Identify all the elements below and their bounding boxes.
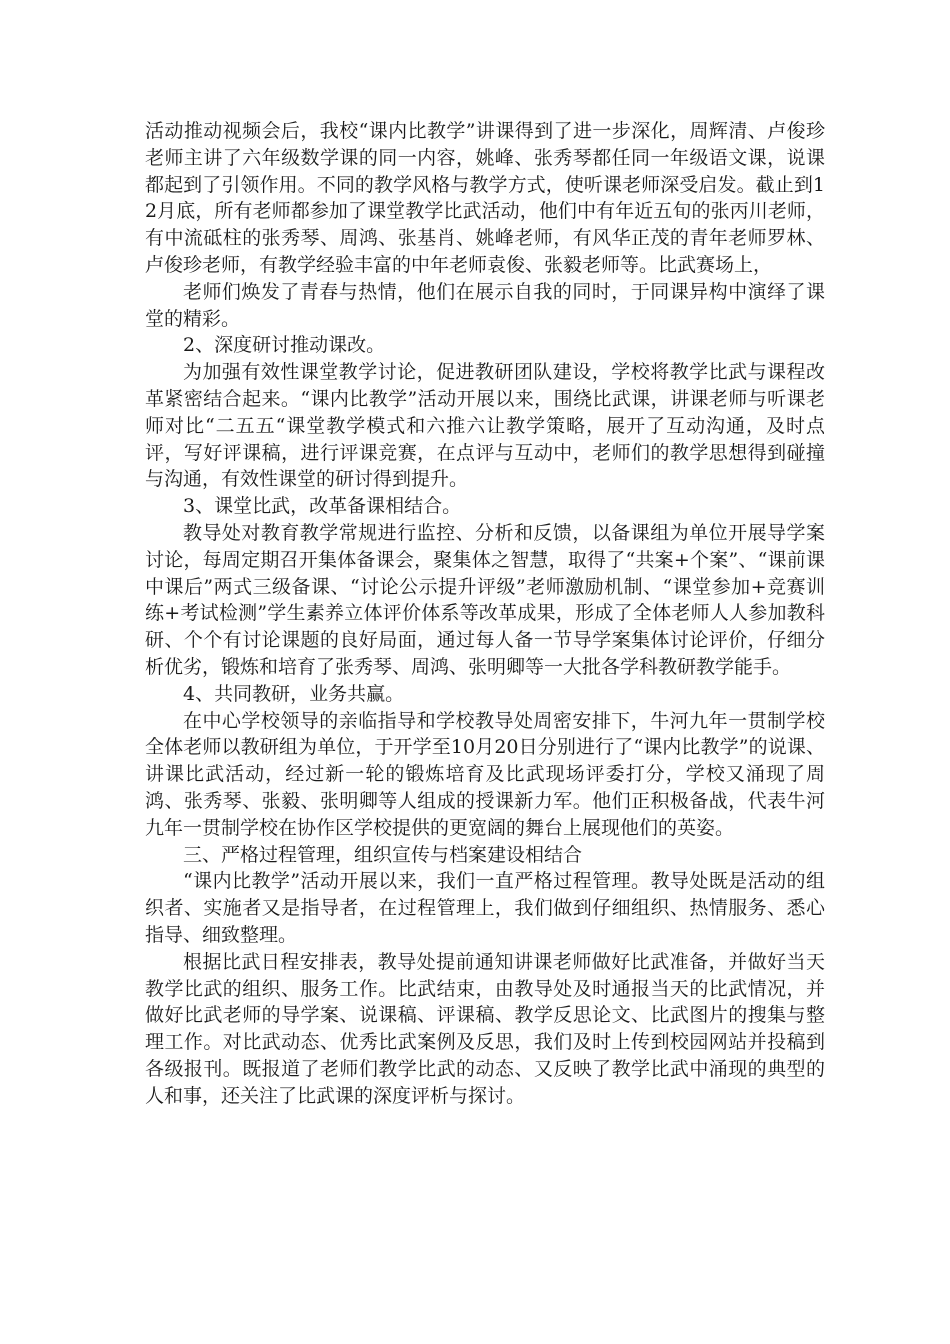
document-body — [145, 118, 825, 1109]
paragraph-2: 老师们焕发了青春与热情，他们在展示自我的同时，于同课异构中演绎了课堂的精彩。 — [145, 280, 825, 330]
paragraph-5: 在中心学校领导的亲临指导和学校教导处周密安排下，牛河九年一贯制学校全体老师以教研组为单位，于开学至10月20日分别进行了“课内比教学”的说课、讲课比武活动，经过新一轮的锻炼培育及比武现场评委打分，学校又涌现了周鸿、张秀琴、张毅、张明卿等人组成的授课新力军。他们正积极备战，代表牛河九年一贯制学校在协作区学校提供的更宽阔的舞台上展现他们的英姿。 — [145, 709, 825, 839]
section-heading-2: 2、深度研讨推动课改。 — [183, 334, 386, 357]
paragraph-7: 根据比武日程安排表，教导处提前通知讲课老师做好比武准备，并做好当天教学比武的组织、服务工作。比武结束，由教导处及时通报当天的比武情况，并做好比武老师的导学案、说课稿、评课稿、教学反思论文、比武图片的搜集与整理工作。对比武动态、优秀比武案例及反思，我们及时上传到校园网站并投稿到各级报刊。既报道了老师们教学比武的动态、又反映了教学比武中涌现的典型的人和事，还关注了比武课的深度评析与探讨。 — [145, 950, 825, 1107]
paragraph-3: 为加强有效性课堂教学讨论，促进教研团队建设，学校将教学比武与课程改革紧密结合起来。“课内比教学”活动开展以来，围绕比武课，讲课老师与听课老师对比“二五五“课堂教学模式和六推六让教学策略，展开了互动沟通，及时点评，写好评课稿，进行评课竞赛，在点评与互动中，老师们的教学思想得到碰撞与沟通，有效性课堂的研讨得到提升。 — [145, 361, 825, 491]
section-heading-three: 三、严格过程管理，组织宣传与档案建设相结合 — [183, 843, 583, 866]
section-heading-3: 3、课堂比武，改革备课相结合。 — [183, 495, 462, 518]
section-heading-4: 4、共同教研，业务共赢。 — [183, 682, 405, 705]
paragraph-6: “课内比教学”活动开展以来，我们一直严格过程管理。教导处既是活动的组织者、实施者又是指导者，在过程管理上，我们做到仔细组织、热情服务、悉心指导、细致整理。 — [145, 870, 825, 946]
paragraph-4: 教导处对教育教学常规进行监控、分析和反馈，以备课组为单位开展导学案讨论，每周定期召开集体备课会，聚集体之智慧，取得了“共案+个案”、“课前课中课后”两式三级备课、“讨论公示提升评级”老师激励机制、“课堂参加+竞赛训练+考试检测”学生素养立体评价体系等改革成果，形成了全体老师人人参加教科研、个个有讨论课题的良好局面，通过每人备一节导学案集体讨论评价，仔细分析优劣，锻炼和培育了张秀琴、周鸿、张明卿等一大批各学科教研教学能手。 — [145, 521, 825, 678]
paragraph-1: 活动推动视频会后，我校“课内比教学”讲课得到了进一步深化，周辉清、卢俊珍老师主讲了六年级数学课的同一内容，姚峰、张秀琴都任同一年级语文课，说课都起到了引领作用。不同的教学风格与教学方式，使听课老师深受启发。截止到12月底，所有老师都参加了课堂教学比武活动，他们中有年近五旬的张丙川老师，有中流砥柱的张秀琴、周鸿、张基肖、姚峰老师，有风华正茂的青年老师罗林、卢俊珍老师，有教学经验丰富的中年老师袁俊、张毅老师等。比武赛场上， — [145, 120, 825, 276]
